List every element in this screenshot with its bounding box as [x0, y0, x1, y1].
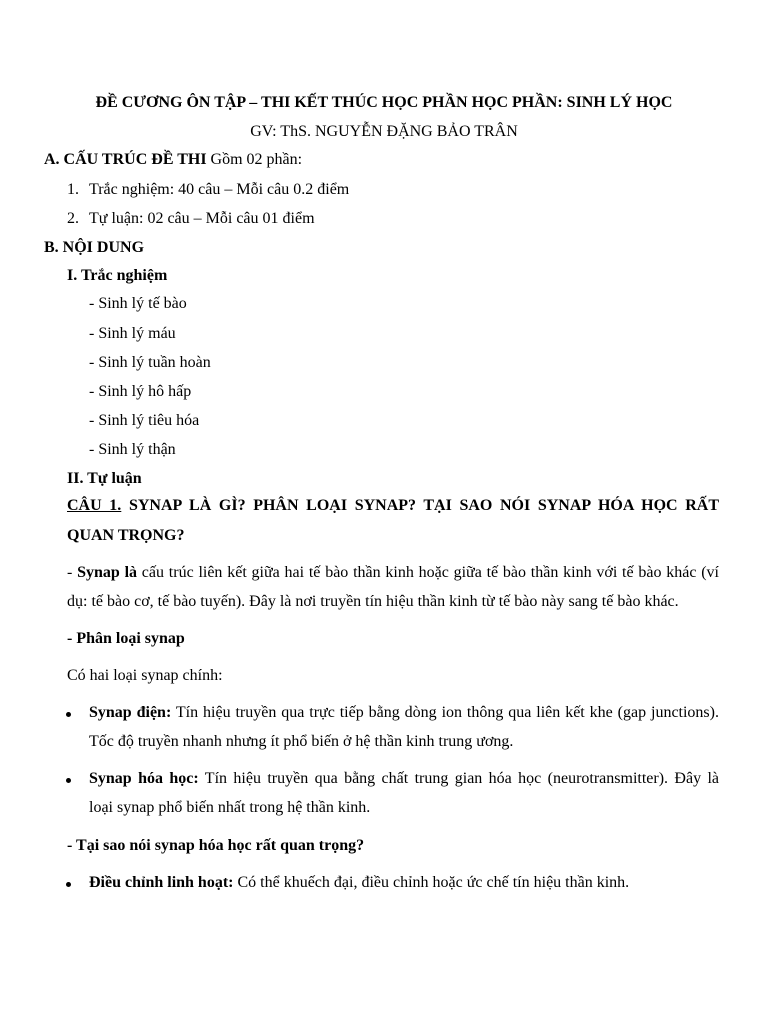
structure-item-1 [67, 180, 79, 200]
definition-line-2: dụ: tế bào cơ, tế bào tuyến). Đây là nơi truyền tín hiệu thần kinh từ tế bào này sang tế bào khác. [67, 593, 679, 610]
synapse-type-2-line1 [89, 769, 719, 789]
synapse-type-2-desc: Tín hiệu truyền qua bằng chất trung gian hóa học (neurotransmitter). Đây là [198, 770, 720, 787]
synapse-type-1-line1 [89, 703, 719, 723]
topic-item: - Sinh lý thận [89, 441, 176, 458]
synapse-type-2-name: Synap hóa học: [89, 770, 199, 787]
importance-item-1-name: Điều chỉnh linh hoạt: [89, 874, 234, 891]
topic-item: - Sinh lý tuần hoàn [89, 354, 211, 371]
section-b-heading: B. NỘI DUNG [44, 239, 145, 256]
definition-text: cấu trúc liên kết giữa hai tế bào thần kinh hoặc giữa tế bào thần kinh với tế bào khác (ví [137, 564, 719, 581]
bullet-dot [66, 778, 71, 783]
bullet-dot [66, 712, 71, 717]
topic-item: - Sinh lý máu [89, 325, 176, 342]
synapse-type-1-desc: Tín hiệu truyền qua trực tiếp bằng dòng ion thông qua liên kết khe (gap junctions). [171, 704, 719, 721]
topic-item: - Sinh lý tiêu hóa [89, 412, 200, 429]
part-1-heading: I. Trắc nghiệm [67, 267, 168, 284]
structure-item-2 [67, 209, 79, 229]
part-2-heading: II. Tự luận [67, 470, 142, 487]
definition-line-1 [67, 563, 719, 583]
synapse-type-2-line2: loại synap phổ biến nhất trong hệ thần kinh. [89, 799, 371, 816]
question-1-title [67, 496, 719, 516]
section-a-heading [44, 150, 302, 170]
importance-item-1 [89, 873, 629, 893]
topic-item: - Sinh lý hô hấp [89, 383, 192, 400]
teacher-name: GV: ThS. NGUYỄN ĐẶNG BẢO TRÂN [250, 123, 518, 140]
question-1-title-line1: SYNAP LÀ GÌ? PHÂN LOẠI SYNAP? TẠI SAO NÓI SYNAP HÓA HỌC RẤT [121, 497, 719, 514]
structure-item-1-text: Trắc nghiệm: 40 câu – Mỗi câu 0.2 điểm [89, 181, 350, 198]
classification-intro: Có hai loại synap chính: [67, 667, 223, 684]
document-title: ĐỀ CƯƠNG ÔN TẬP – THI KẾT THÚC HỌC PHẦN HỌC PHẦN: SINH LÝ HỌC [95, 94, 673, 111]
importance-item-1-text: Có thể khuếch đại, điều chỉnh hoặc ức chế tín hiệu thần kinh. [233, 874, 630, 891]
topic-item: - Sinh lý tế bào [89, 295, 187, 312]
question-1-label: CÂU 1. [67, 497, 122, 514]
classification-heading: - Phân loại synap [67, 630, 185, 647]
importance-heading: - Tại sao nói synap hóa học rất quan trọng? [67, 837, 365, 854]
definition-prefix: - [67, 564, 78, 581]
synapse-type-1-name: Synap điện: [89, 704, 172, 721]
structure-item-2-text: Tự luận: 02 câu – Mỗi câu 01 điểm [89, 210, 315, 227]
section-a-tail: Gồm 02 phần: [206, 151, 303, 168]
section-a-title: A. CẤU TRÚC ĐỀ THI [44, 151, 207, 168]
synapse-type-1-line2: Tốc độ truyền nhanh nhưng ít phổ biến ở hệ thần kinh trung ương. [89, 733, 514, 750]
bullet-dot [66, 882, 71, 887]
structure-item-number: 1. [67, 181, 79, 198]
definition-term: Synap là [77, 564, 138, 581]
question-1-title-line2: QUAN TRỌNG? [67, 527, 185, 544]
structure-item-number: 2. [67, 210, 79, 227]
